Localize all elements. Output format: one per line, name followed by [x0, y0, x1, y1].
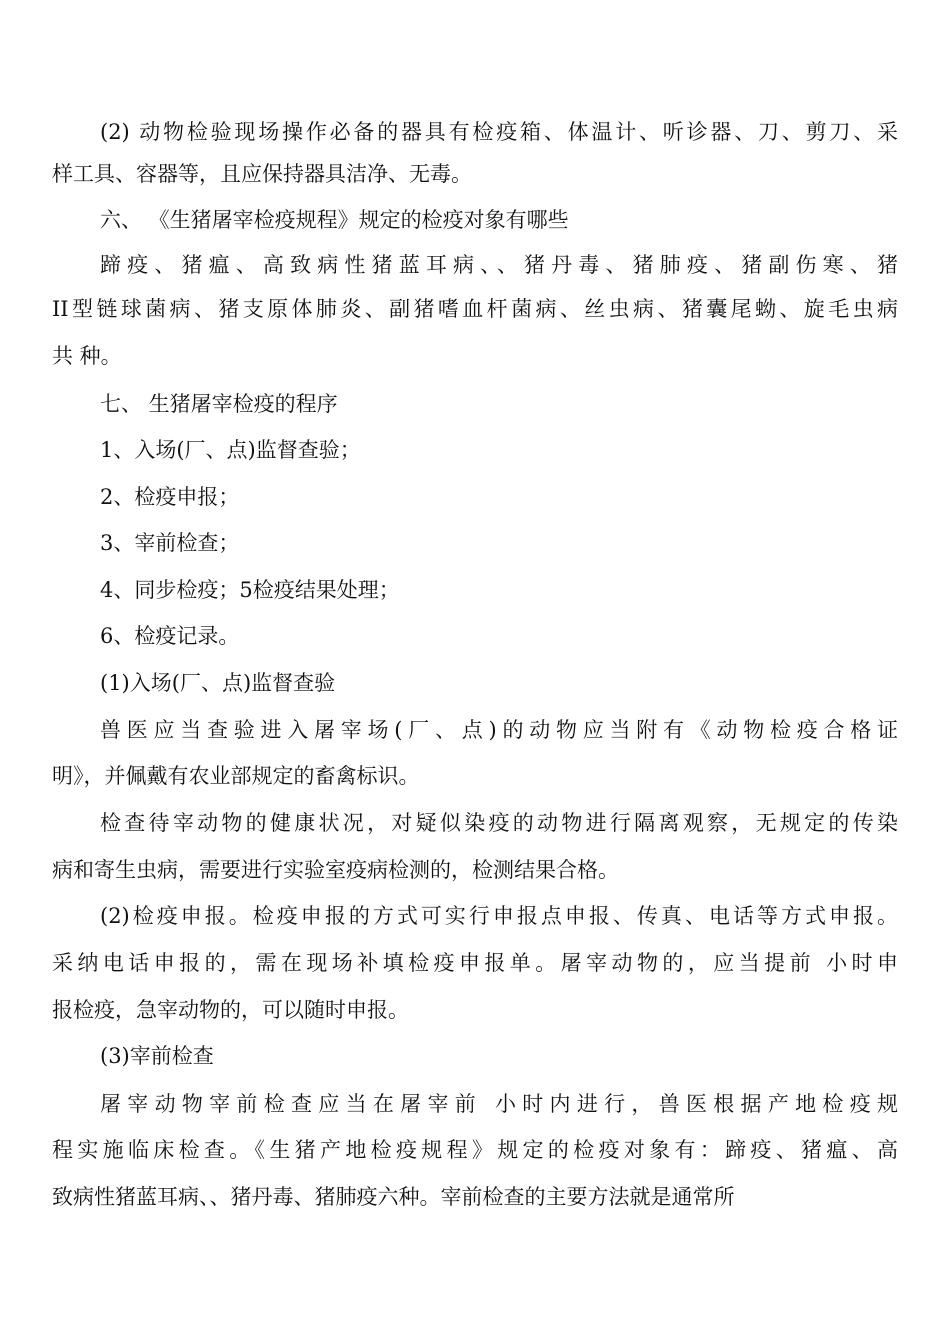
list-item: 3、宰前检查； — [100, 531, 240, 555]
paragraph-line: 采纳电话申报的，需在现场补填检疫申报单。屠宰动物的，应当提前 小时申 — [52, 951, 898, 975]
subsection-heading: (3)宰前检查 — [100, 1044, 214, 1068]
paragraph-line: 兽医应当查验进入屠宰场(厂、点)的动物应当附有《动物检疫合格证 — [100, 718, 898, 742]
paragraph-line: II型链球菌病、猪支原体肺炎、副猪嗜血杆菌病、丝虫病、猪囊尾蚴、旋毛虫病 — [52, 297, 898, 321]
paragraph-line: 致病性猪蓝耳病、、猪丹毒、猪肺疫六种。宰前检查的主要方法就是通常所 — [52, 1185, 735, 1209]
paragraph-line: 检查待宰动物的健康状况，对疑似染疫的动物进行隔离观察，无规定的传染 — [100, 811, 898, 835]
paragraph-line: 样工具、容器等，且应保持器具洁净、无毒。 — [52, 162, 472, 186]
list-item: 1、入场(厂、点)监督查验； — [100, 438, 361, 462]
section-heading: 六、 《生猪屠宰检疫规程》规定的检疫对象有哪些 — [100, 208, 569, 232]
paragraph-line: 蹄疫、猪瘟、高致病性猪蓝耳病、、猪丹毒、猪肺疫、猪副伤寒、猪 — [100, 253, 898, 277]
section-heading: 七、 生猪屠宰检疫的程序 — [100, 392, 338, 416]
paragraph-line: (2)检疫申报。检疫申报的方式可实行申报点申报、传真、电话等方式申报。 — [100, 904, 898, 928]
paragraph-line: 病和寄生虫病，需要进行实验室疫病检测的，检测结果合格。 — [52, 858, 619, 882]
list-item: 2、检疫申报； — [100, 485, 240, 509]
paragraph-line: 明》，并佩戴有农业部规定的畜禽标识。 — [52, 764, 420, 788]
paragraph-line: 共 种。 — [52, 344, 122, 368]
list-item: 6、检疫记录。 — [100, 624, 240, 648]
paragraph-line: 屠宰动物宰前检查应当在屠宰前 小时内进行，兽医根据产地检疫规 — [100, 1092, 898, 1116]
paragraph-line: (2) 动物检验现场操作必备的器具有检疫箱、体温计、听诊器、刀、剪刀、采 — [100, 120, 898, 144]
subsection-heading: (1)入场(厂、点)监督查验 — [100, 671, 336, 695]
list-item: 4、同步检疫；5检疫结果处理； — [100, 578, 400, 602]
paragraph-line: 报检疫，急宰动物的，可以随时申报。 — [52, 998, 409, 1022]
paragraph-line: 程实施临床检查。《生猪产地检疫规程》规定的检疫对象有：蹄疫、猪瘟、高 — [52, 1138, 898, 1162]
